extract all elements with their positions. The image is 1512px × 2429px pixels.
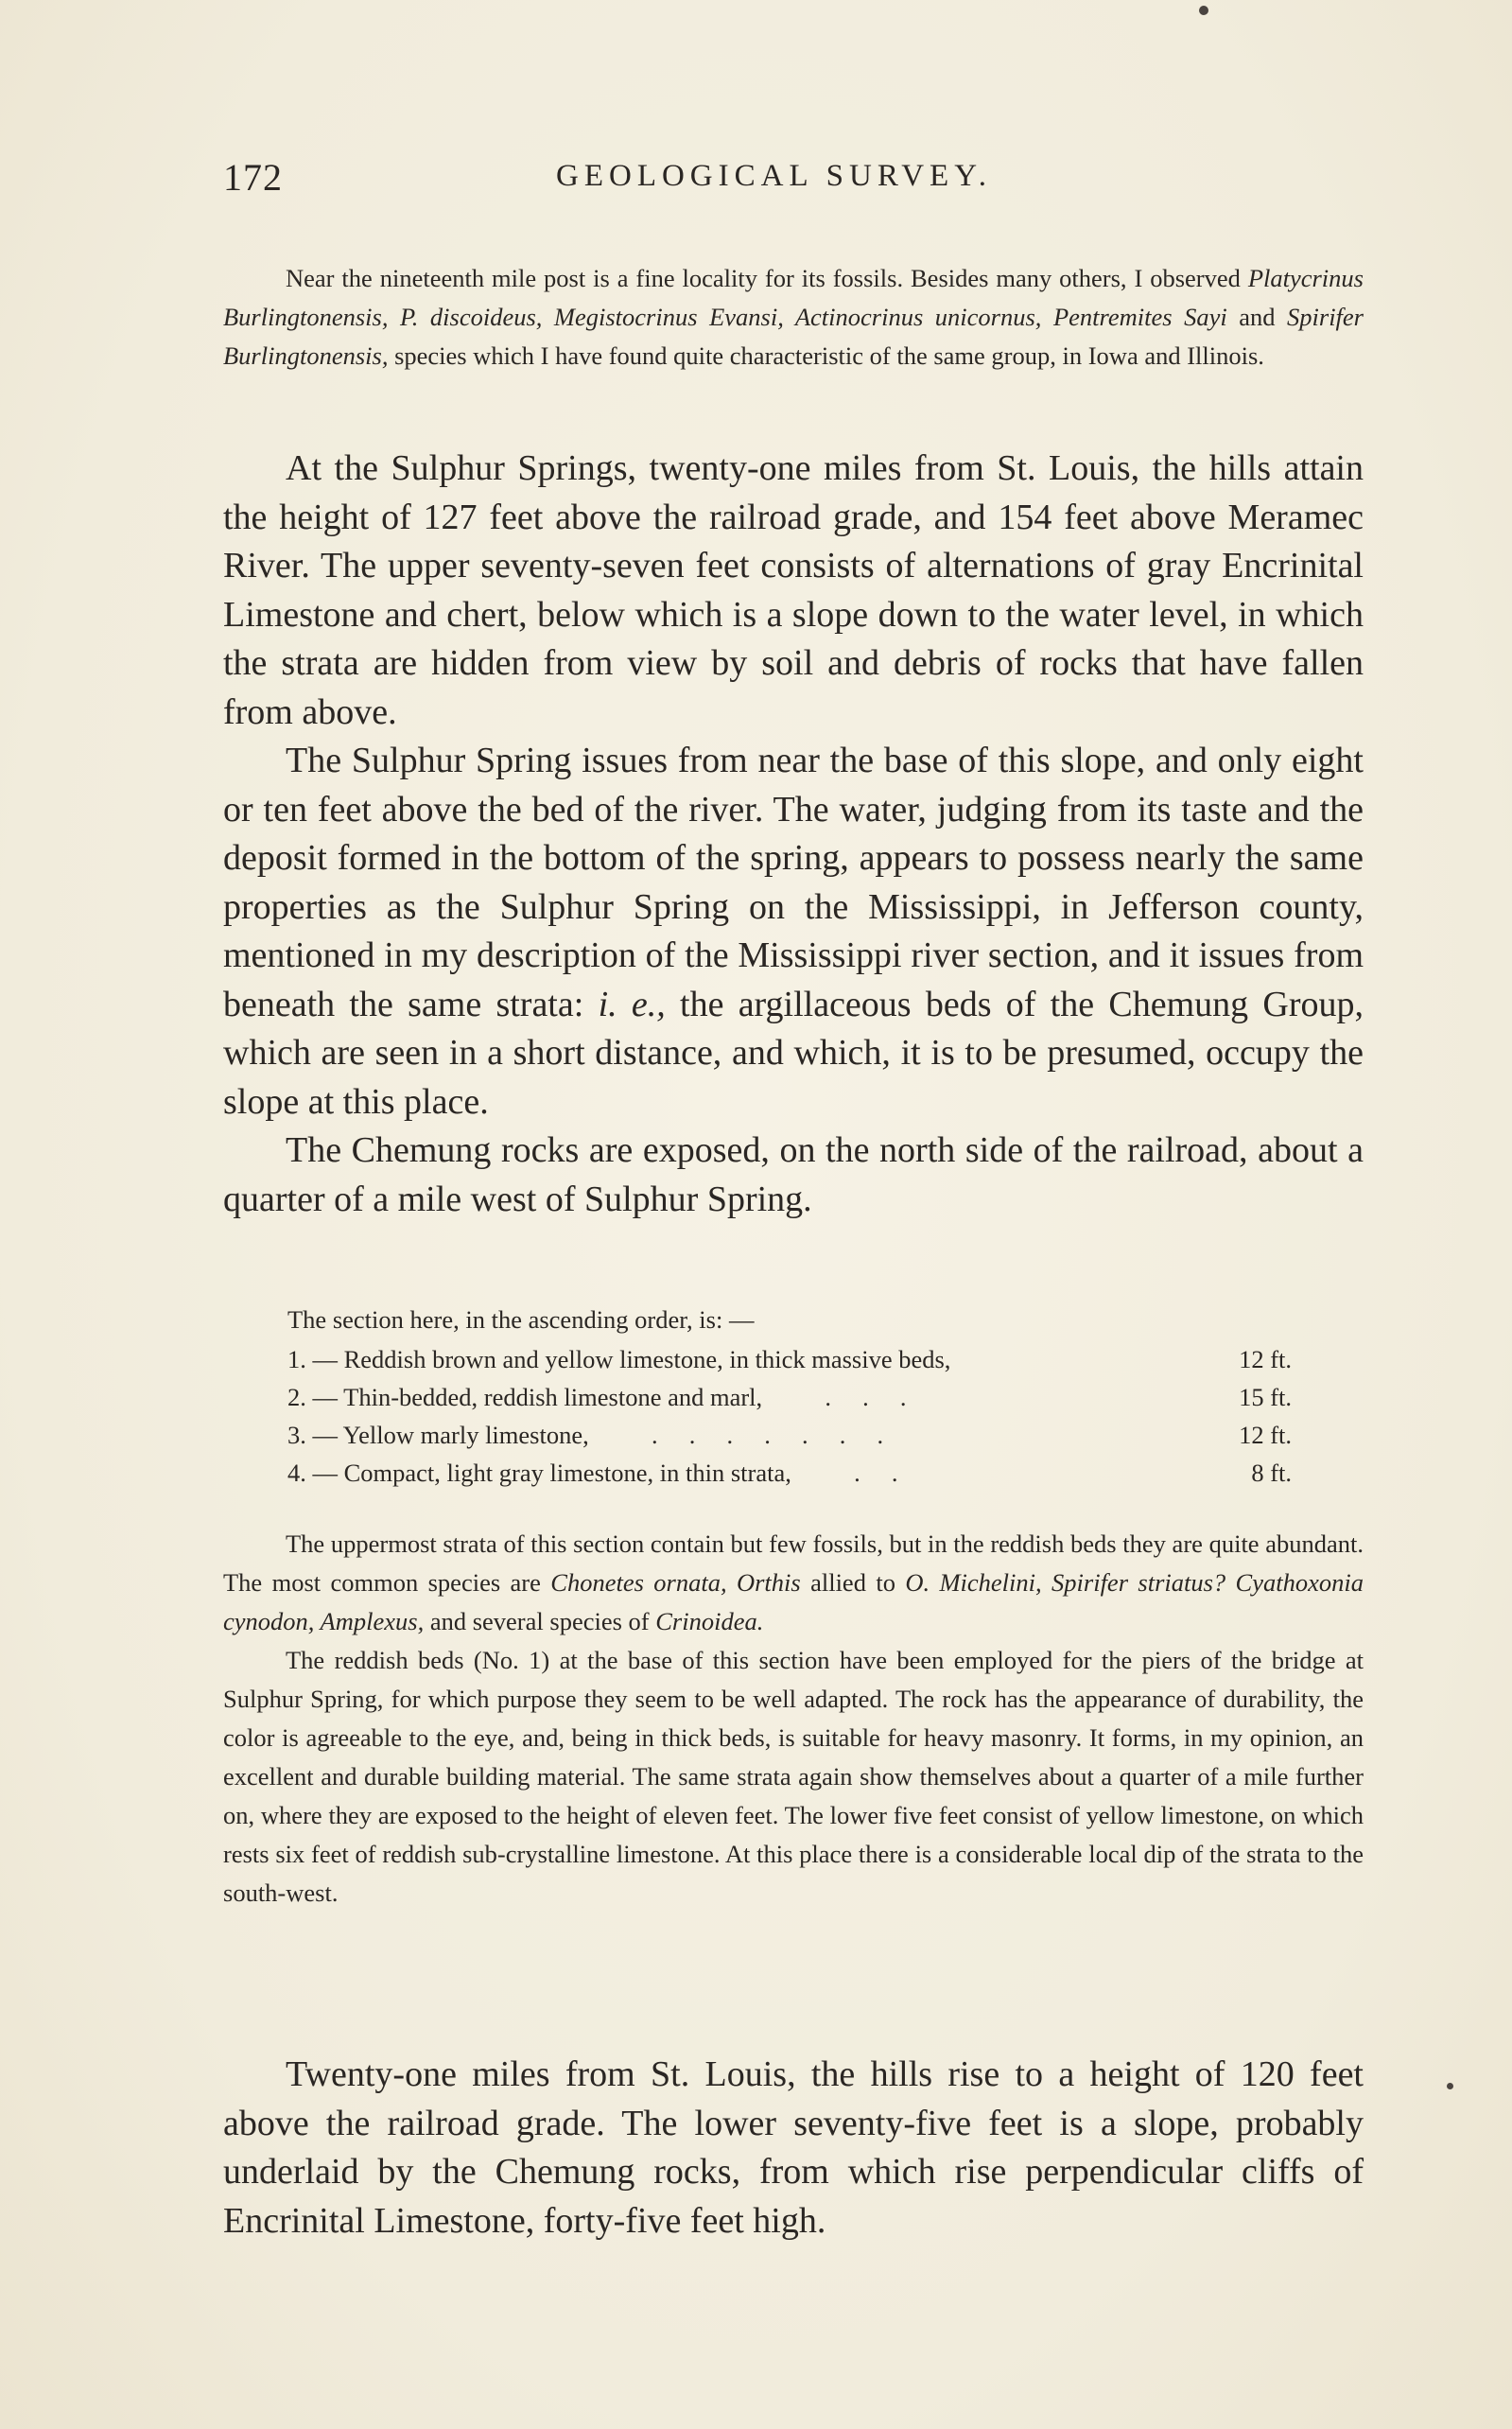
paragraph-sulphur-spring-water xyxy=(223,737,1364,1127)
layer-thickness: 12 ft. xyxy=(1239,1345,1292,1373)
section-table xyxy=(223,1305,1364,1494)
text-run: The uppermost strata of this section contain but few fossils, but in the reddish beds they are quite abundant. The most common species are xyxy=(223,1529,1364,1597)
layer-description: 3. — Yellow marly limestone, . . . . . . . xyxy=(287,1421,884,1449)
species-names: Platycrinus Burlingtonensis, P. discoideus, Megistocrinus Evansi, Actinocrinus unicornus, Pentremites Sayi xyxy=(223,264,1364,331)
section-intro: The section here, in the ascending order, is: — xyxy=(287,1305,755,1334)
running-head: GEOLOGICAL SURVEY. xyxy=(556,159,993,193)
small-text-block xyxy=(223,1525,1364,1913)
text-run: the argillaceous beds of the Chemung Group, which are seen in a short distance, and which, it is to be presumed, occupy the slope at this place. xyxy=(223,984,1364,1122)
section-row xyxy=(287,1459,1292,1494)
paragraph-twenty-one-miles-block xyxy=(223,2051,1364,2246)
page-header xyxy=(223,155,1373,208)
section-row xyxy=(287,1345,1292,1381)
main-text-block xyxy=(223,445,1364,1224)
layer-thickness: 15 ft. xyxy=(1239,1383,1292,1411)
paragraph-building-material: The reddish beds (No. 1) at the base of this section have been employed for the piers of the bridge at Sulphur Spring, for which purpose they seem to be well adapted. The rock has the appearance of durability, the color is agreeable to the eye, and, being in thick beds, is suitable for heavy masonry. It forms, in my opinion, an excellent and durable building material. The same strata again show themselves about a quarter of a mile further on, where they are exposed to the height of eleven feet. The lower five feet consist of yellow limestone, on which rests six feet of reddish sub-crystalline limestone. At this place there is a considerable local dip of the strata to the south-west. xyxy=(223,1646,1364,1907)
layer-thickness: 8 ft. xyxy=(1251,1459,1292,1487)
layer-description: 2. — Thin-bedded, reddish limestone and marl, . . . xyxy=(287,1383,907,1411)
paragraph-fossil-species xyxy=(223,1525,1364,1641)
paragraph-chemung-rocks: The Chemung rocks are exposed, on the north side of the railroad, about a quarter of a mile west of Sulphur Spring. xyxy=(223,1130,1364,1219)
species-names: Spirifer Burlingtonensis, xyxy=(223,303,1364,370)
abbreviation: i. e., xyxy=(598,984,666,1024)
text-run: species which I have found quite characteristic of the same group, in Iowa and Illinois. xyxy=(388,341,1264,370)
paragraph-twenty-one-miles: Twenty-one miles from St. Louis, the hills rise to a height of 120 feet above the railroad grade. The lower seventy-five feet is a slope, probably underlaid by the Chemung rocks, from which rise perpendicular cliffs of Encrinital Limestone, forty-five feet high. xyxy=(223,2054,1364,2241)
layer-thickness: 12 ft. xyxy=(1239,1421,1292,1449)
ink-dot-margin xyxy=(1447,2083,1453,2089)
section-row xyxy=(287,1421,1292,1457)
section-row xyxy=(287,1383,1292,1419)
text-run: Near the nineteenth mile post is a fine locality for its fossils. Besides many others, I observed xyxy=(286,264,1248,292)
layer-description: 1. — Reddish brown and yellow limestone, in thick massive beds, xyxy=(287,1345,951,1373)
paragraph-fossils xyxy=(223,259,1364,376)
species-names: Crinoidea. xyxy=(655,1607,764,1635)
text-run: and xyxy=(1226,303,1288,331)
ink-dot-top xyxy=(1199,6,1208,15)
text-run: and several species of xyxy=(424,1607,656,1635)
species-names: O. Michelini, Spirifer striatus? Cyathoxonia cynodon, Amplexus, xyxy=(223,1568,1364,1635)
species-names: Chonetes ornata, Orthis xyxy=(550,1568,801,1597)
paragraph-sulphur-springs: At the Sulphur Springs, twenty-one miles from St. Louis, the hills attain the height of 127 feet above the railroad grade, and 154 feet above Meramec River. The upper seventy-seven feet consists of alternations of gray Encrinital Limestone and chert, below which is a slope down to the water level, in which the strata are hidden from view by soil and debris of rocks that have fallen from above. xyxy=(223,448,1364,732)
page-number: 172 xyxy=(223,156,283,199)
layer-description: 4. — Compact, light gray limestone, in thin strata, . . xyxy=(287,1459,898,1487)
text-run: The Sulphur Spring issues from near the base of this slope, and only eight or ten feet above the bed of the river. The water, judging from its taste and the deposit formed in the bottom of the spring, appears to possess nearly the same properties as the Sulphur Spring on the Mississippi, in Jefferson county, mentioned in my description of the Mississippi river section, and it issues from beneath the same strata: xyxy=(223,741,1364,1024)
text-run: allied to xyxy=(800,1568,906,1597)
